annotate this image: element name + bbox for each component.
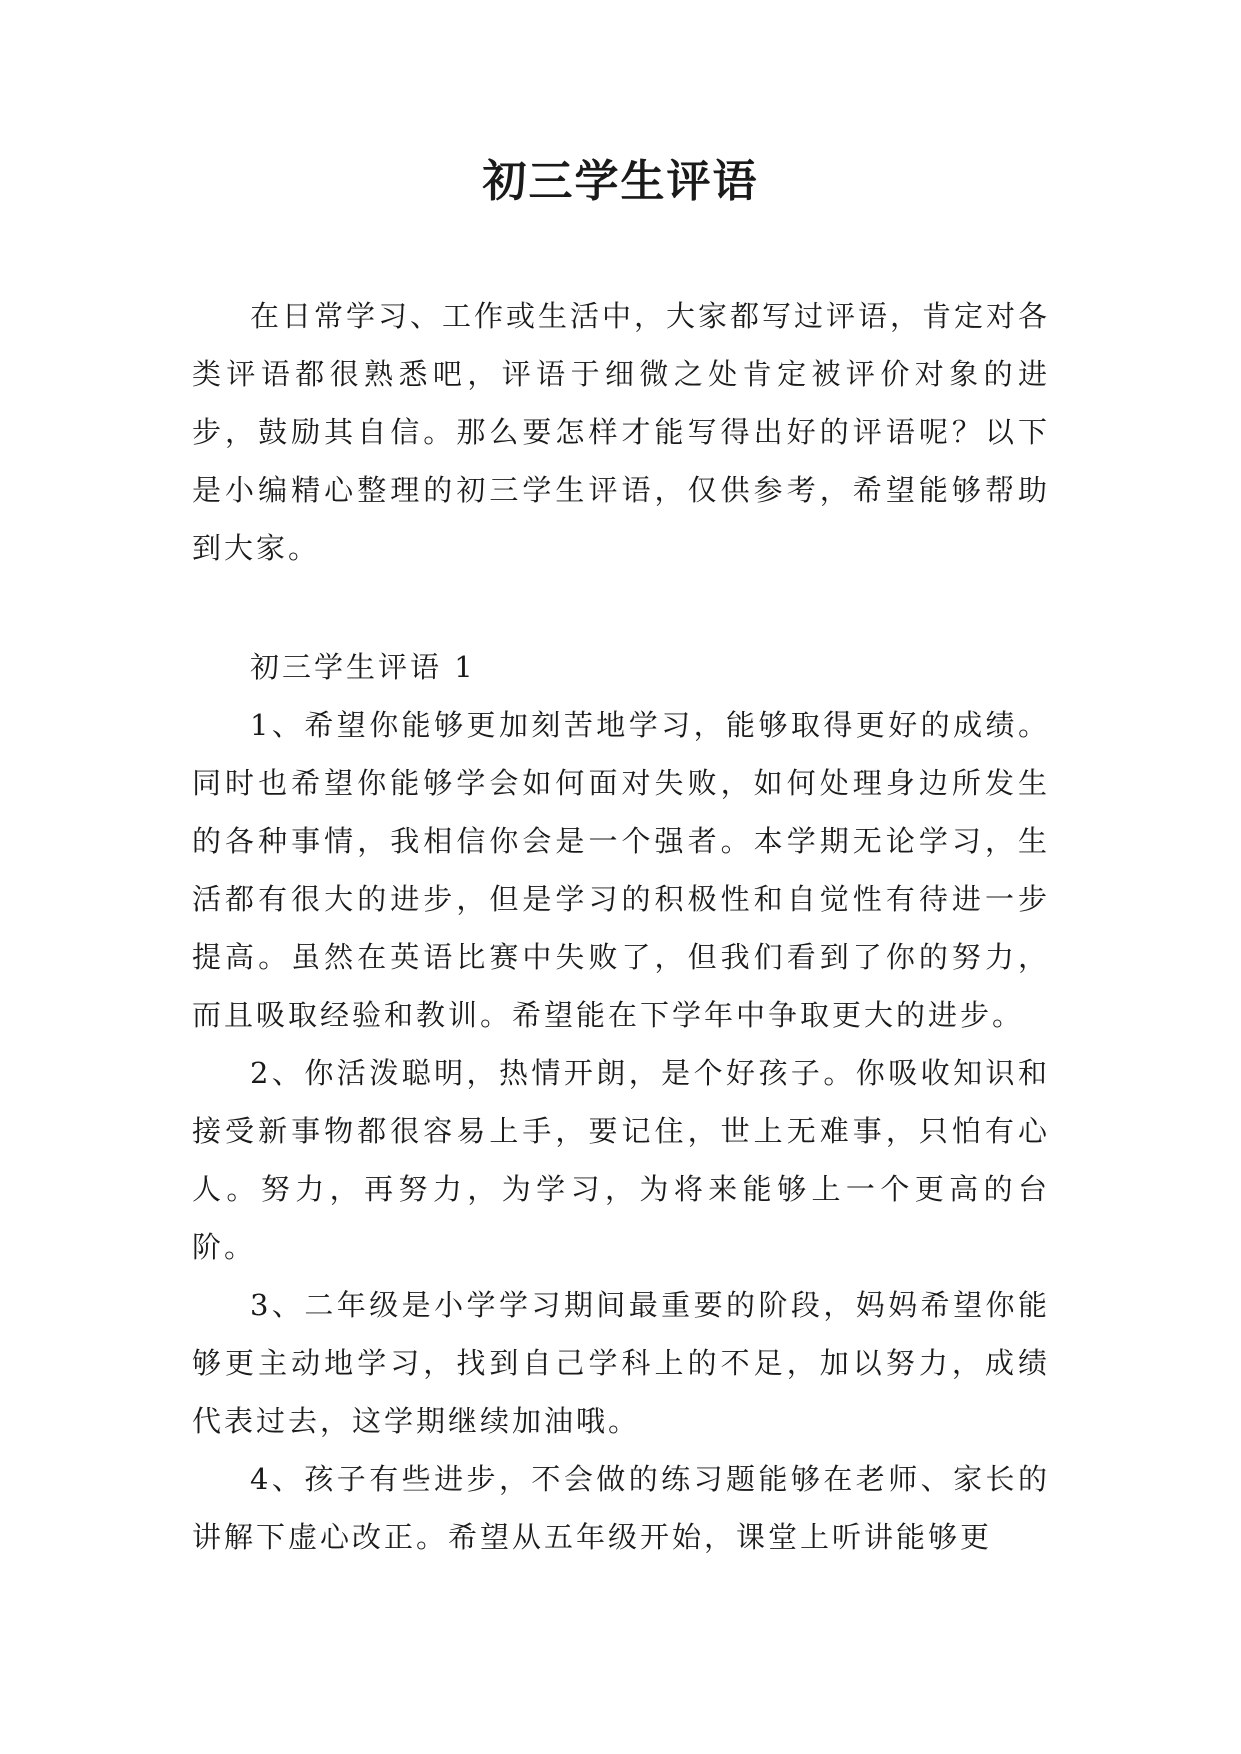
comment-item-4: 4、孩子有些进步，不会做的练习题能够在老师、家长的讲解下虚心改正。希望从五年级开始，课堂上听讲能够更 — [192, 1462, 1050, 1554]
comment-item-1: 1、希望你能够更加刻苦地学习，能够取得更好的成绩。同时也希望你能够学会如何面对失败，如何处理身边所发生的各种事情，我相信你会是一个强者。本学期无论学习，生活都有很大的进步，但是学习的积极性和自觉性有待进一步提高。虽然在英语比赛中失败了，但我们看到了你的努力，而且吸取经验和教训。希望能在下学年中争取更大的进步。 — [192, 708, 1050, 1032]
comment-item-2: 2、你活泼聪明，热情开朗，是个好孩子。你吸收知识和接受新事物都很容易上手，要记住，世上无难事，只怕有心人。努力，再努力，为学习，为将来能够上一个更高的台阶。 — [192, 1056, 1050, 1264]
section-heading: 初三学生评语 1 — [250, 650, 476, 684]
document-title: 初三学生评语 — [482, 156, 759, 207]
comment-item-3: 3、二年级是小学学习期间最重要的阶段，妈妈希望你能够更主动地学习，找到自己学科上的不足，加以努力，成绩代表过去，这学期继续加油哦。 — [192, 1288, 1050, 1438]
intro-paragraph: 在日常学习、工作或生活中，大家都写过评语，肯定对各类评语都很熟悉吧，评语于细微之处肯定被评价对象的进步，鼓励其自信。那么要怎样才能写得出好的评语呢？以下是小编精心整理的初三学生评语，仅供参考，希望能够帮助到大家。 — [192, 299, 1051, 565]
intro-section — [192, 287, 1050, 577]
comments-section — [192, 638, 1050, 1566]
